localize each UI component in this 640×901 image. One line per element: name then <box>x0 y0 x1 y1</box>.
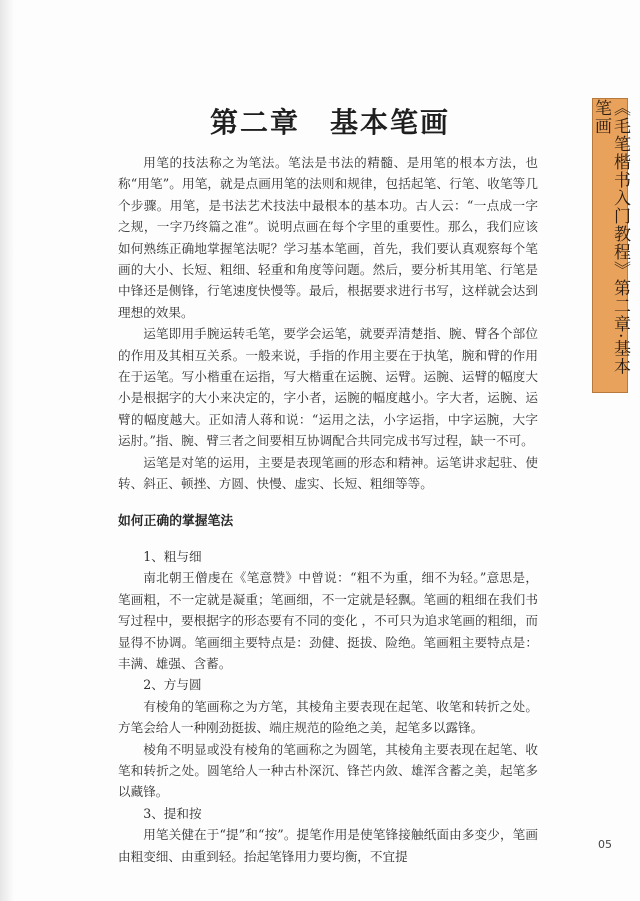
subsection-paragraph: 有棱角的笔画称之为方笔，其棱角主要表现在起笔、收笔和转折之处。方笔会给人一种刚劲挺拔、端庄规范的险绝之美，起笔多以露锋。 <box>118 698 538 736</box>
page-number: 05 <box>598 838 612 851</box>
chapter-title: 第二章 基本笔画 <box>209 105 450 139</box>
section-heading: 如何正确的掌握笔法 <box>118 513 234 529</box>
subsection-heading-lift-press: 3、提和按 <box>143 805 202 821</box>
subsection-heading-square-round: 2、方与圆 <box>143 677 202 693</box>
subsection-paragraph: 南北朝王僧虔在《笔意赞》中曾说：“粗不为重，细不为轻。”意思是，笔画粗，不一定就是凝重；笔画细，不一定就是轻飘。笔画的粗细在我们书写过程中，要根据字的形态要有不同的变化 ，不可只为追求笔画的粗细，而显得不协调。笔画细主要特点是：劲健、挺拔、险绝。笔画粗主要特点是：丰满、雄强、含蓄。 <box>118 570 538 671</box>
subsection-paragraph: 棱角不明显或没有棱角的笔画称之为圆笔，其棱角主要表现在起笔、收笔和转折之处。圆笔给人一种古朴深沉、锋芒内敛、雄浑含蓄之美，起笔多以藏锋。 <box>118 741 538 800</box>
intro-paragraph-3: 运笔是对笔的运用，主要是表现笔画的形态和精神。运笔讲求起驻、使转、斜正、顿挫、方圆、快慢、虚实、长短、粗细等等。 <box>118 454 538 492</box>
subsection-paragraph: 用笔关健在于“提”和“按”。提笔作用是使笔锋接触纸面由多变少，笔画由粗变细、由重到轻。抬起笔锋用力要均衡，不宜提 <box>118 827 538 864</box>
subsection-heading-thick-thin: 1、粗与细 <box>143 548 202 564</box>
page-edge-shadow <box>0 0 14 901</box>
body-text <box>118 152 538 867</box>
intro-paragraph-2: 运笔即用手腕运转毛笔，要学会运笔，就要弄清楚指、腕、臂各个部位的作用及其相互关系。一般来说，手指的作用主要在于执笔，腕和臂的作用在于运笔。写小楷重在运指，写大楷重在运腕、运臂。运腕、运臂的幅度大小是根据字的大小来决定的，字小者，运腕的幅度越小。字大者，运腕、运臂的幅度越大。正如清人蒋和说：“运用之法，小字运指，中字运腕，大字运肘。”指、腕、臂三者之间要相互协调配合共同完成书写过程，缺一不可。 <box>118 326 538 449</box>
side-tab <box>592 98 628 393</box>
intro-paragraph-1: 用笔的技法称之为笔法。笔法是书法的精髓、是用笔的根本方法，也称“用笔”。用笔，就是点画用笔的法则和规律，包括起笔、行笔、收笔等几个步骤。用笔，是书法艺术技法中最根本的基本功。古人云：“一点成一字之规，一字乃终篇之准”。说明点画在每个字里的重要性。那么，我们应该如何熟练正确地掌握笔法呢？学习基本笔画，首先，我们要认真观察每个笔画的大小、长短、粗细、轻重和角度等问题。然后，要分析其用笔、行笔是中锋还是侧锋，行笔速度快慢等。最后，根据要求进行书写，这样就会达到理想的效果。 <box>118 155 538 320</box>
side-tab-label: 《毛笔楷书入门教程》第二章·基本笔画 <box>591 99 630 376</box>
